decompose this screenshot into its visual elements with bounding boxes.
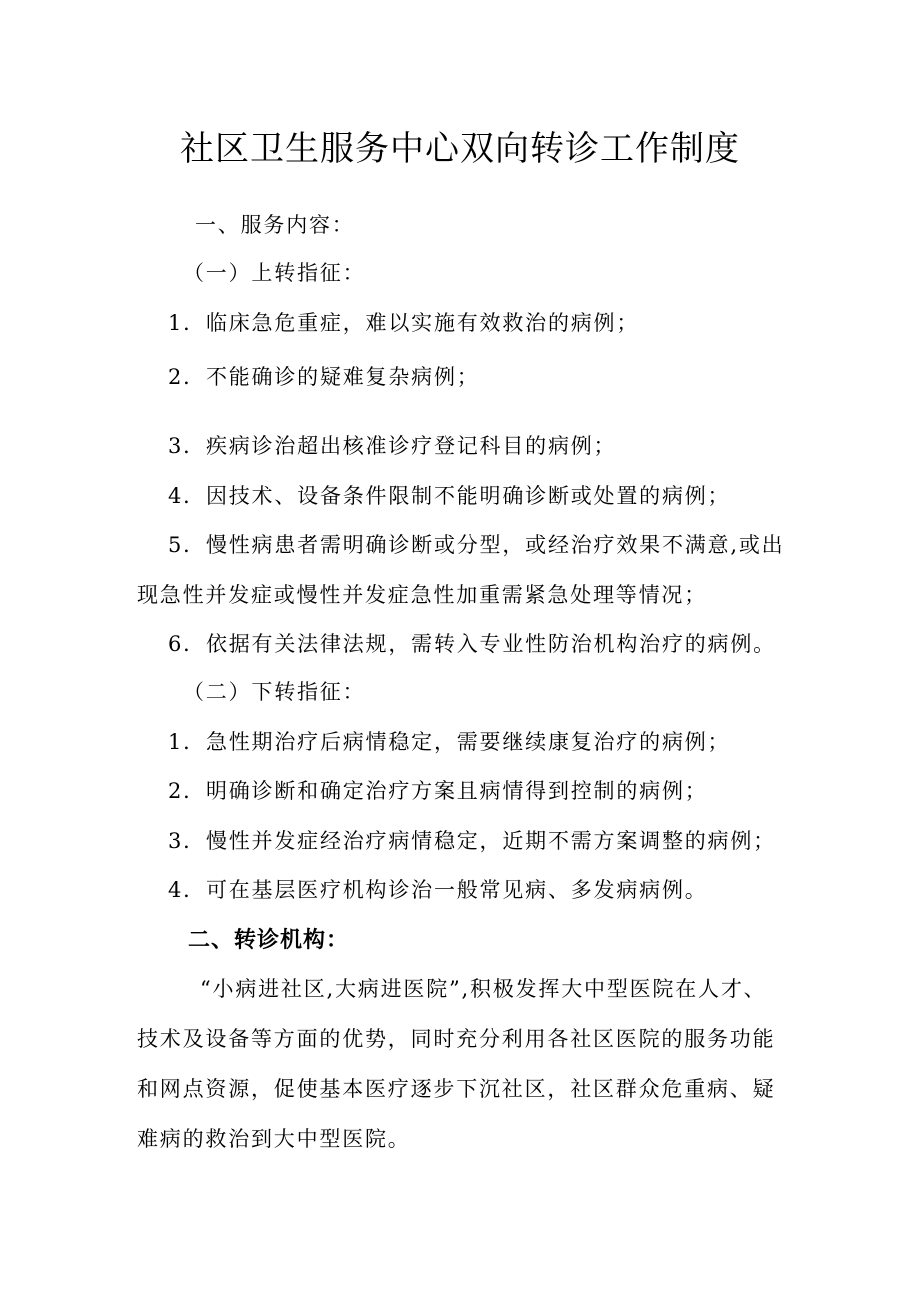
- downward-item-2: 2．明确诊断和确定治疗方案且病情得到控制的病例；: [168, 779, 708, 803]
- upward-item-5: 5．慢性病患者需明确诊断或分型，或经治疗效果不满意,或出: [168, 533, 785, 557]
- upward-item-4: 4．因技术、设备条件限制不能明确诊断或处置的病例；: [168, 484, 731, 508]
- section1-heading: 一、服务内容：: [195, 213, 355, 237]
- document-title: 社区卫生服务中心双向转诊工作制度: [180, 129, 740, 169]
- section2-paragraph-line-3: 和网点资源，促使基本医疗逐步下沉社区，社区群众危重病、疑: [137, 1077, 776, 1101]
- upward-item-6: 6．依据有关法律法规，需转入专业性防治机构治疗的病例。: [168, 632, 776, 656]
- upward-item-5-continued: 现急性并发症或慢性并发症急性加重需紧急处理等情况；: [137, 583, 707, 607]
- downward-item-3: 3．慢性并发症经治疗病情稳定，近期不需方案调整的病例；: [168, 829, 776, 853]
- section2-paragraph-line-4: 难病的救治到大中型医院。: [137, 1127, 411, 1151]
- downward-criteria-heading: （二）下转指征：: [183, 680, 366, 704]
- section2-paragraph-line-1: “小病进社区,大病进医院”,积极发挥大中型医院在人才、: [200, 977, 767, 1001]
- upward-criteria-heading: （一）上转指征：: [183, 261, 366, 285]
- upward-item-3: 3．疾病诊治超出核准诊疗登记科目的病例；: [168, 434, 617, 458]
- downward-item-1: 1．急性期治疗后病情稳定，需要继续康复治疗的病例；: [168, 730, 731, 754]
- upward-item-2: 2．不能确诊的疑难复杂病例；: [168, 365, 480, 389]
- section2-paragraph-line-2: 技术及设备等方面的优势，同时充分利用各社区医院的服务功能: [137, 1027, 776, 1051]
- section2-heading: 二、转诊机构：: [188, 928, 350, 953]
- downward-item-4: 4．可在基层医疗机构诊治一般常见病、多发病病例。: [168, 878, 708, 902]
- upward-item-1: 1．临床急危重症，难以实施有效救治的病例；: [168, 311, 640, 335]
